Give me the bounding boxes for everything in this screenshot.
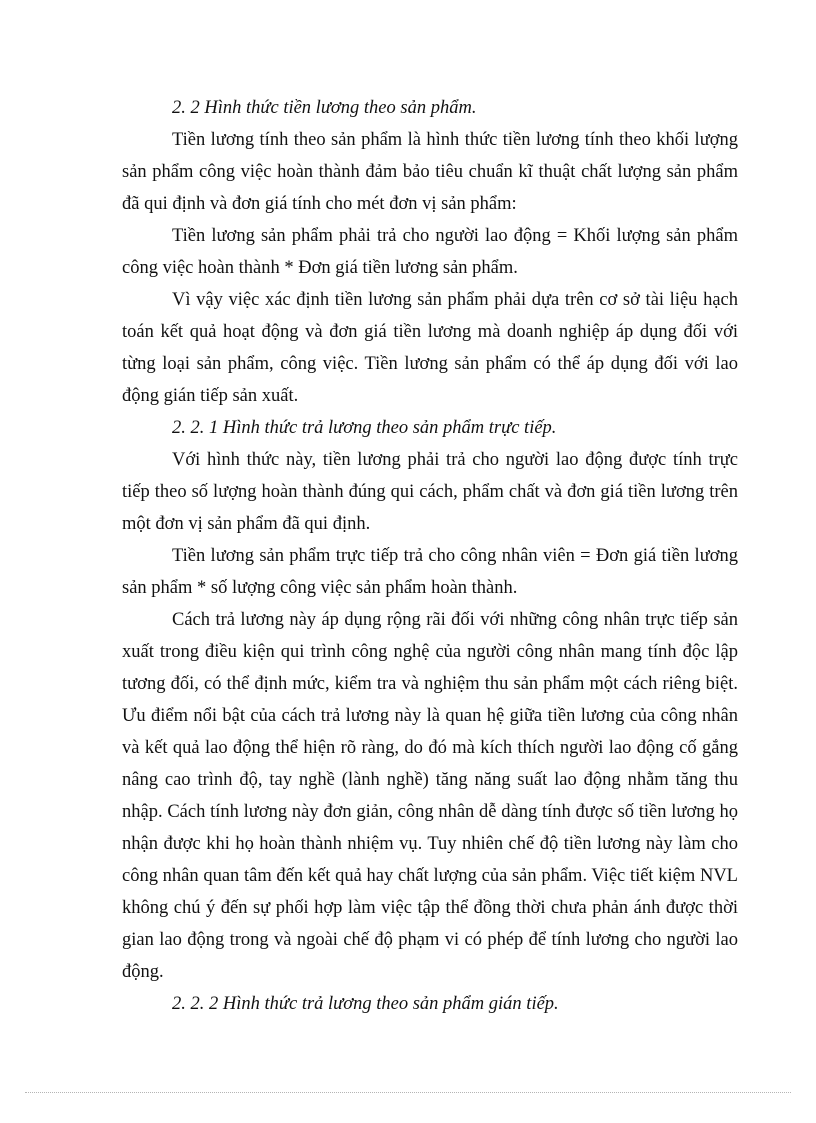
section-heading-2-2-1: 2. 2. 1 Hình thức trả lương theo sản phẩm trực tiếp. (172, 418, 557, 438)
paragraph-piece-rate-formula: Tiền lương sản phẩm phải trả cho người lao động = Khối lượng sản phẩm công việc hoàn thành * Đơn giá tiền lương sản phẩm. (122, 226, 738, 278)
paragraph-direct-piece-rate: Với hình thức này, tiền lương phải trả cho người lao động được tính trực tiếp theo số lượng hoàn thành đúng qui cách, phẩm chất và đơn giá tiền lương trên một đơn vị sản phẩm đã qui định. (122, 450, 738, 534)
section-heading-2-2-2: 2. 2. 2 Hình thức trả lương theo sản phẩm gián tiếp. (172, 994, 559, 1014)
paragraph-direct-piece-rate-formula: Tiền lương sản phẩm trực tiếp trả cho công nhân viên = Đơn giá tiền lương sản phẩm * số lượng công việc sản phẩm hoàn thành. (122, 546, 738, 598)
footer-dotted-rule (25, 1092, 791, 1093)
paragraph-piece-rate-basis: Vì vậy việc xác định tiền lương sản phẩm phải dựa trên cơ sở tài liệu hạch toán kết quả hoạt động và đơn giá tiền lương mà doanh nghiệp áp dụng đối với từng loại sản phẩm, công việc. Tiền lương sản phẩm có thể áp dụng đối với lao động gián tiếp sản xuất. (122, 290, 738, 406)
paragraph-direct-piece-rate-evaluation: Cách trả lương này áp dụng rộng rãi đối với những công nhân trực tiếp sản xuất trong điều kiện qui trình công nghệ của người công nhân mang tính độc lập tương đối, có thể định mức, kiểm tra và nghiệm thu sản phẩm một cách riêng biệt. Ưu điểm nổi bật của cách trả lương này là quan hệ giữa tiền lương của công nhân và kết quả lao động thể hiện rõ ràng, do đó mà kích thích người lao động cố gắng nâng cao trình độ, tay nghề (lành nghề) tăng năng suất lao động nhằm tăng thu nhập. Cách tính lương này đơn giản, công nhân dễ dàng tính được số tiền lương họ nhận được khi họ hoàn thành nhiệm vụ. Tuy nhiên chế độ tiền lương này làm cho công nhân quan tâm đến kết quả hay chất lượng của sản phẩm. Việc tiết kiệm NVL không chú ý đến sự phối hợp làm việc tập thể đồng thời chưa phản ánh được thời gian lao động trong và ngoài chế độ phạm vi có phép để tính lương cho người lao động. (122, 610, 738, 982)
section-heading-2-2: 2. 2 Hình thức tiền lương theo sản phẩm. (172, 98, 477, 118)
document-page (122, 92, 738, 1020)
paragraph-piece-rate-definition: Tiền lương tính theo sản phẩm là hình thức tiền lương tính theo khối lượng sản phẩm công việc hoàn thành đảm bảo tiêu chuẩn kĩ thuật chất lượng sản phẩm đã qui định và đơn giá tính cho mét đơn vị sản phẩm: (122, 130, 738, 214)
